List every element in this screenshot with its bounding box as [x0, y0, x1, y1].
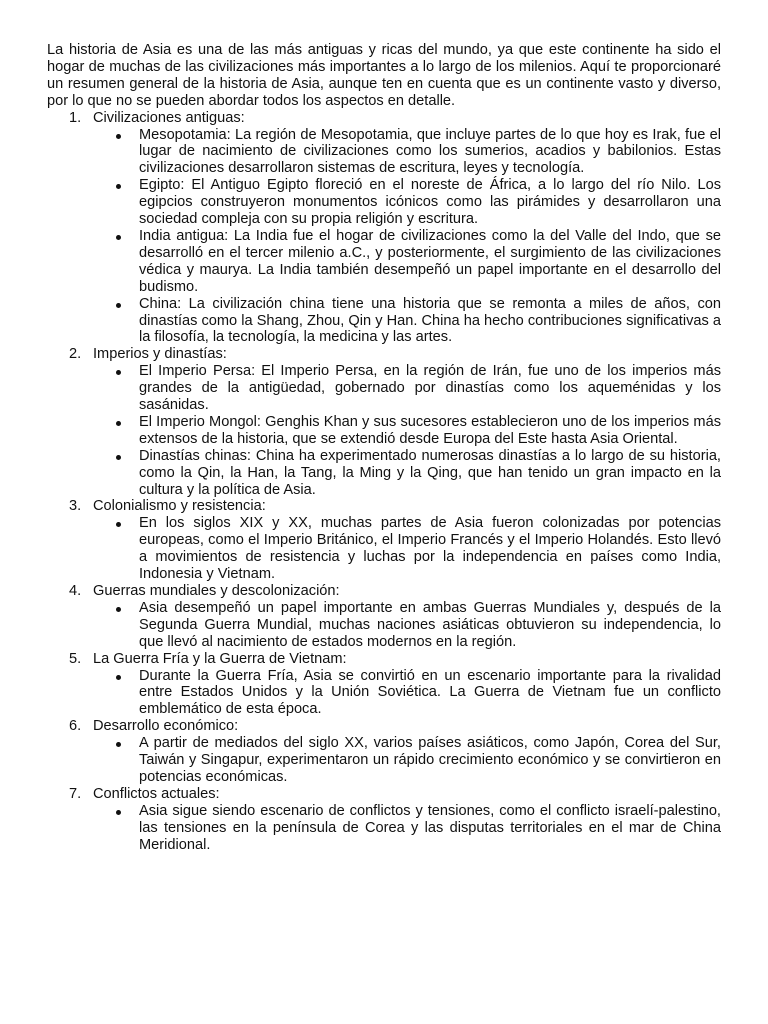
bullet-dot-icon: [116, 421, 121, 426]
bullet-item: [139, 127, 721, 178]
section-number: 5.: [69, 650, 82, 667]
bullet-dot-icon: [116, 134, 121, 139]
bullet-dot-icon: [116, 522, 121, 527]
section-item: [69, 583, 721, 651]
bullet-item: [139, 414, 721, 448]
bullet-text: En los siglos XIX y XX, muchas partes de Asia fueron colonizadas por potencias europeas, como el Imperio Británico, el Imperio Francés y el Imperio Holandés. Esto llevó a movimientos de resistencia y luchas por la independencia en países como India, Indonesia y Vietnam.: [139, 515, 721, 583]
bullet-dot-icon: [116, 810, 121, 815]
section-title: La Guerra Fría y la Guerra de Vietnam:: [93, 650, 347, 667]
bullet-list: [93, 515, 721, 583]
bullet-dot-icon: [116, 742, 121, 747]
bullet-item: [139, 515, 721, 583]
section-number: 1.: [69, 109, 82, 126]
bullet-text: Durante la Guerra Fría, Asia se convirtió en un escenario importante para la rivalidad entre Estados Unidos y la Unión Soviética. La Guerra de Vietnam fue un conflicto emblemático de esta época.: [139, 667, 721, 718]
bullet-item: [139, 735, 721, 786]
section-title: Guerras mundiales y descolonización:: [93, 583, 340, 599]
bullet-list: [93, 803, 721, 854]
bullet-item: [139, 668, 721, 719]
bullet-text: A partir de mediados del siglo XX, varios países asiáticos, como Japón, Corea del Sur, Taiwán y Singapur, experimentaron un rápido crecimiento económico y se convirtieron en potencias económicas.: [139, 735, 721, 785]
section-number: 7.: [69, 785, 82, 802]
section-number: 6.: [69, 718, 82, 735]
bullet-text: India antigua: La India fue el hogar de civilizaciones como la del Valle del Indo, que se desarrolló en el tercer milenio a.C., y posteriormente, el surgimiento de las civilizaciones védica y maurya. La India también desempeñó un papel importante en el desarrollo del budismo.: [139, 227, 721, 295]
section-number: 2.: [69, 346, 82, 363]
bullet-list: [93, 735, 721, 786]
section-list: [47, 110, 721, 854]
bullet-dot-icon: [116, 184, 121, 189]
bullet-list: [93, 363, 721, 498]
section-item: [69, 498, 721, 583]
section-title: Colonialismo y resistencia:: [93, 498, 266, 515]
bullet-dot-icon: [116, 370, 121, 375]
section-item: [69, 109, 721, 347]
bullet-text: Egipto: El Antiguo Egipto floreció en el noreste de África, a lo largo del río Nilo. Los egipcios construyeron monumentos icónicos como las pirámides y desarrollaron una sociedad compleja con su propia religión y escritura.: [139, 177, 721, 228]
bullet-list: [93, 127, 721, 347]
intro-paragraph: La historia de Asia es una de las más antiguas y ricas del mundo, ya que este continente ha sido el hogar de muchas de las civilizaciones más importantes a lo largo de los milenios. Aquí te proporcionaré un resumen general de la historia de Asia, aunque ten en cuenta que es un continente vasto y diverso, por lo que no se pueden abordar todos los aspectos en detalle.: [47, 42, 721, 109]
bullet-list: [93, 668, 721, 719]
bullet-dot-icon: [116, 303, 121, 308]
bullet-text: China: La civilización china tiene una historia que se remonta a miles de años, con dinastías como la Shang, Zhou, Qin y Han. China ha hecho contribuciones significativas a la filosofía, la tecnología, la medicina y las artes.: [139, 295, 721, 346]
section-number: 3.: [69, 498, 82, 515]
bullet-item: [139, 177, 721, 228]
bullet-text: Asia sigue siendo escenario de conflictos y tensiones, como el conflicto israelí-palestino, las tensiones en la península de Corea y las disputas territoriales en el mar de China Meridional.: [139, 802, 721, 853]
section-title: Civilizaciones antiguas:: [93, 109, 245, 126]
section-number: 4.: [69, 583, 82, 599]
bullet-dot-icon: [116, 607, 121, 612]
section-item: [69, 718, 721, 786]
section-title: Imperios y dinastías:: [93, 346, 227, 363]
bullet-item: [139, 803, 721, 854]
bullet-item: [139, 363, 721, 414]
bullet-dot-icon: [116, 675, 121, 680]
bullet-item: [139, 228, 721, 296]
section-title: Desarrollo económico:: [93, 718, 239, 735]
bullet-text: Mesopotamia: La región de Mesopotamia, que incluye partes de lo que hoy es Irak, fue el lugar de nacimiento de civilizaciones como los sumerios, acadios y babilonios. Estas civilizaciones desarrollaron sistemas de escritura, leyes y tecnología.: [139, 126, 721, 177]
bullet-item: [139, 448, 721, 499]
bullet-list: [93, 600, 721, 651]
bullet-text: Asia desempeñó un papel importante en ambas Guerras Mundiales y, después de la Segunda Guerra Mundial, muchas naciones asiáticas obtuvieron su independencia, lo que llevó al nacimiento de estados modernos en la región.: [139, 599, 721, 650]
bullet-dot-icon: [116, 235, 121, 240]
section-title: Conflictos actuales:: [93, 785, 220, 802]
document-page: [47, 42, 721, 854]
bullet-text: Dinastías chinas: China ha experimentado numerosas dinastías a lo largo de su historia, como la Qin, la Han, la Tang, la Ming y la Qing, que han tenido un gran impacto en la cultura y la política de Asia.: [139, 447, 721, 498]
bullet-text: El Imperio Persa: El Imperio Persa, en la región de Irán, fue uno de los imperios más grandes de la antigüedad, gobernado por dinastías como los aqueménidas y los sasánidas.: [139, 363, 721, 414]
bullet-item: [139, 296, 721, 347]
section-item: [69, 785, 721, 854]
bullet-text: El Imperio Mongol: Genghis Khan y sus sucesores establecieron uno de los imperios más extensos de la historia, que se extendió desde Europa del Este hasta Asia Oriental.: [139, 413, 721, 447]
section-item: [69, 650, 721, 719]
section-item: [69, 346, 721, 498]
bullet-dot-icon: [116, 455, 121, 460]
bullet-item: [139, 600, 721, 651]
